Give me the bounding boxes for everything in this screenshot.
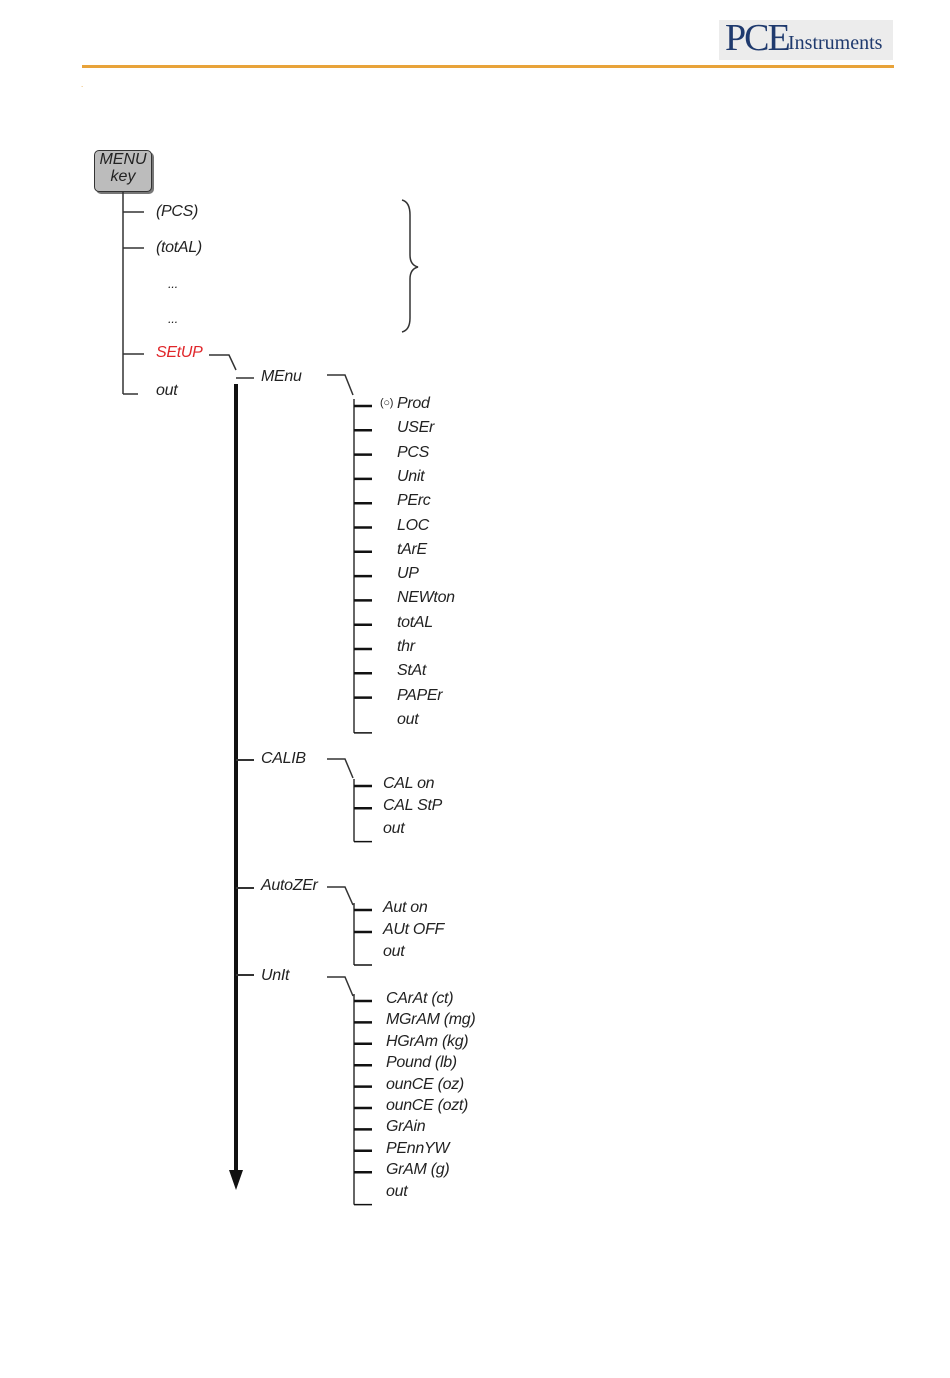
setup-bracket: [209, 355, 236, 370]
unit-item-label: ounCE (oz): [386, 1075, 464, 1093]
menu-item-label: LOC: [397, 516, 429, 534]
logo-pce-text: PCE: [725, 17, 789, 59]
menu-item-label: PAPEr: [397, 686, 443, 704]
setup-unit-label: UnIt: [261, 967, 290, 984]
autozero-item-label: out: [383, 943, 405, 960]
unit-bracket: [327, 977, 353, 996]
logo-instruments-text: Instruments: [788, 32, 883, 54]
level1-total-label: (totAL): [156, 239, 202, 256]
menu-key-line1: MENU: [99, 151, 147, 168]
circled-dot-icon: (○): [380, 397, 394, 409]
level1-out-label: out: [156, 382, 178, 399]
autozero-item-label: Aut on: [383, 899, 428, 916]
unit-item-label: GrAin: [386, 1118, 426, 1136]
unit-item-label: ounCE (ozt): [386, 1097, 469, 1114]
autozero-item-label: AUt OFF: [383, 921, 445, 938]
menu-item-label: tArE: [397, 540, 427, 558]
setup-calib-label: CALIB: [261, 750, 306, 767]
level1-ellipsis-2: ...: [168, 311, 178, 326]
menu-item-label: UP: [397, 565, 419, 583]
calib-item-label: out: [383, 819, 405, 837]
menu-key-line2: key: [110, 168, 136, 185]
unit-item-label: HGrAm (kg): [386, 1032, 469, 1050]
calib-bracket: [327, 759, 353, 778]
unit-item-label: out: [386, 1182, 408, 1200]
unit-item-label: GrAM (g): [386, 1161, 450, 1179]
unit-item-label: CArAt (ct): [386, 990, 454, 1007]
menu-item-label: USEr: [397, 419, 435, 437]
calib-item-label: CAL on: [383, 775, 435, 792]
header-dot: .: [81, 80, 84, 89]
group-brace: [402, 200, 418, 332]
menu-item-label: thr: [397, 638, 415, 655]
unit-item-label: Pound (lb): [386, 1054, 457, 1072]
menu-item-label: StAt: [397, 662, 427, 680]
unit-item-label: MGrAM (mg): [386, 1011, 476, 1029]
level1-setup-label: SEtUP: [156, 344, 203, 361]
unit-item-label: PEnnYW: [386, 1139, 450, 1157]
menu-item-label: PCS: [397, 443, 429, 461]
setup-menu-label: MEnu: [261, 368, 302, 385]
menu-item-label: out: [397, 710, 419, 728]
setup-arrow-head: [229, 1170, 243, 1190]
calib-item-label: CAL StP: [383, 797, 442, 815]
menu-item-label: PErc: [397, 492, 431, 510]
menu-item-label: totAL: [397, 613, 433, 631]
setup-autozero-label: AutoZEr: [261, 877, 318, 894]
menu-item-label: Prod: [397, 395, 430, 412]
level1-pcs-label: (PCS): [156, 203, 199, 220]
menu-item-label: NEWton: [397, 589, 455, 607]
menu-bracket: [327, 375, 353, 395]
level1-ellipsis-1: ...: [168, 276, 178, 291]
autozero-bracket: [327, 887, 353, 905]
menu-item-label: Unit: [397, 467, 425, 485]
